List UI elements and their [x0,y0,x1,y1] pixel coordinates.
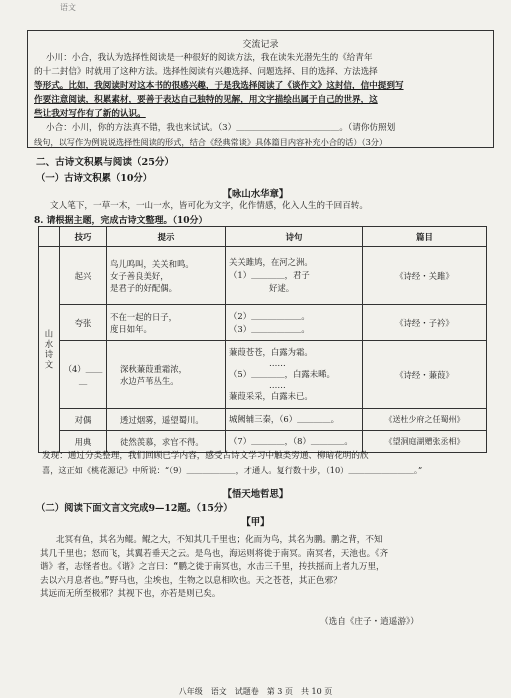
question-8: 8. 请根据主题，完成古诗文整理。（10分） [34,216,208,226]
blank-input-5[interactable]: （5）＿＿＿＿，白露未晞。 [229,369,335,379]
blank-input-1[interactable]: （1）＿＿＿＿，君子 [229,270,310,280]
theme-description: 文人笔下，一草一木，一山一水，皆可化为文字，化作情感，化入人生的千回百转。 [50,201,368,211]
discovery-line: 发现：通过分类整理，我们回顾已学内容，感受古诗文学习中触类旁通、柳暗花明的欣 [42,451,369,461]
part-title: （二）阅读下面文言文完成9—12题。（15分） [36,503,233,514]
passage-line: 北冥有鱼，其名为鲲。鲲之大，不知其几千里也；化而为鸟，其名为鹏。鹏之背，不知 [56,535,383,545]
exchange-line: 线句，以写作为例说说选择性阅读的形式，结合《经典常谈》具体篇目内容补充小合的话）（3分） [34,137,388,147]
discovery-line-with-blanks[interactable]: 喜，这正如《桃花源记》中所说：“（9）＿＿＿＿＿＿，才通人。复行数十步，（10）＿＿＿＿＿＿＿＿。” [42,465,423,475]
tip-cell: 徒然羡慕，求官不得。 [107,431,226,453]
table-header-row [39,227,487,247]
title-cell: 《送杜少府之任蜀州》 [363,409,487,431]
passage-line: 谐》者，志怪者也。《谐》之言曰：“鹏之徙于南冥也，水击三千里，抟扶摇而上者九万里， [40,562,385,572]
table-header: 技巧 [60,227,107,247]
exchange-underlined-line: 些让我对写作有了新的认识。 [34,109,146,119]
passage-line: 其几千里也；怒而飞，其翼若垂天之云。是鸟也，海运则将徙于南冥。南冥者，天池也。《齐 [40,548,389,559]
verse-cell: 蒹葭苍苍，白露为霜。 …… （5）＿＿＿＿，白露未晞。 …… 蒹葭采采，白露未已。 [226,341,363,409]
blank-input-4[interactable]: （4）＿＿＿ [60,341,107,409]
table-header: 篇目 [363,227,487,247]
blank-input-3[interactable]: （3）＿＿＿＿＿＿。 [229,323,310,334]
tip-cell: 不在一起的日子， 度日如年。 [107,305,226,341]
passage-label: 【甲】 [241,517,270,528]
blank-input-7-8[interactable]: （7）＿＿＿＿，（8）＿＿＿＿。 [226,431,363,453]
part-title: （一）古诗文积累（10分） [36,173,153,184]
poem-table [38,226,487,453]
exchange-underlined-line: 作要注意阅读，积累素材，要善于表达自己独特的见解，用文字描绘出属于自己的世界，这 [34,95,378,105]
technique-cell: 起兴 [60,247,107,305]
verse-cell: 关关雎鸠，在河之洲。 （1）＿＿＿＿，君子 好逑。 [226,247,363,305]
classical-passage [40,534,490,602]
page-footer: 八年级 语文 试题卷 第 3 页 共 10 页 [178,687,333,696]
exchange-title: 交流记录 [242,40,279,50]
title-cell: 《望洞庭湖赠张丞相》 [363,431,487,453]
tip-cell: 鸟儿鸣叫，关关和鸣。 女子善良美好， 是君子的好配偶。 [107,247,226,305]
table-header: 提示 [107,227,226,247]
tip-cell: 透过烟雾，遥望蜀川。 [107,409,226,431]
passage-line: 去以六月息者也。”野马也，尘埃也，生物之以息相吹也。天之苍苍，其正色邪？ [40,575,342,586]
tip-cell: 深秋蒹葭重霜浓， 水边芦苇丛生。 [107,341,226,409]
exchange-record-box [27,30,494,148]
exchange-line: 小川：小合，我认为选择性阅读是一种很好的阅读方法，我在读朱光潜先生的《给青年 [46,53,373,63]
table-row [39,305,487,341]
exchange-underlined-line: 等形式。比如，我阅读时对这本书的很感兴趣，于是我选择阅读了《谈作文》这封信，信中提到写 [34,81,404,91]
blank-input-2[interactable]: （2）＿＿＿＿＿＿。 [229,310,310,321]
table-header: 诗句 [226,227,363,247]
category-cell: 山水诗文 [39,247,60,453]
blank-input-6[interactable]: 城阙辅三秦，（6）＿＿＿＿。 [226,409,363,431]
technique-cell: 夸张 [60,305,107,341]
theme-heading: 【悟天地哲思】 [222,489,289,500]
technique-cell: 用典 [60,431,107,453]
table-row [39,341,487,409]
title-cell: 《诗经・蒹葭》 [363,341,487,409]
title-cell: 《诗经・关雎》 [363,247,487,305]
exchange-line: 小合：小川，你的方法真不错，我也来试试。（3）＿＿＿＿＿＿＿＿＿＿＿＿。（请你仿照划 [46,123,396,133]
header-scrap: 语文 [60,3,76,12]
exchange-line: 的十二封信》时就用了这种方法。选择性阅读有兴趣选择、问题选择、目的选择、方法选择 [34,67,378,77]
table-corner [39,227,60,247]
verse-cell [226,305,363,341]
title-cell: 《诗经・子衿》 [363,305,487,341]
passage-source: （选自《庄子・逍遥游》） [320,617,419,627]
table-row [39,409,487,431]
theme-heading: 【咏山水华章】 [222,189,289,200]
passage-line: 其远而无所至极邪？其视下也，亦若是则已矣。 [40,589,221,599]
table-row [39,247,487,305]
technique-cell: 对偶 [60,409,107,431]
section-title: 二、古诗文积累与阅读（25分） [36,157,175,168]
